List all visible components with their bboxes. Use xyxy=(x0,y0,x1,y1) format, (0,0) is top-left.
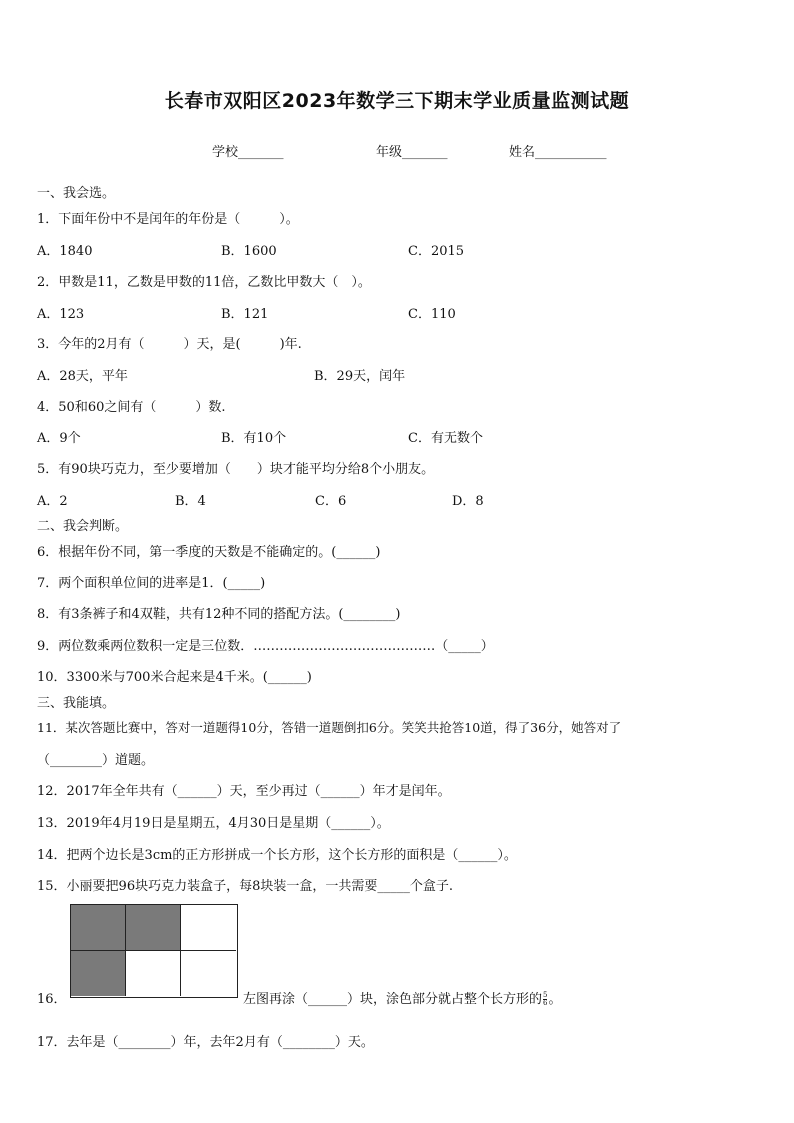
section-heading-judge: 二、我会判断。 xyxy=(37,519,129,534)
grid-cell xyxy=(71,905,126,951)
q4-option-a: A．9个 xyxy=(37,431,81,446)
q4-option-b: B．有10个 xyxy=(221,431,287,446)
question-11-line-2: （________）道题。 xyxy=(37,753,155,768)
q1-option-a: A．1840 xyxy=(37,244,93,259)
grade-field: 年级_______ xyxy=(376,145,448,160)
question-14: 14．把两个边长是3cm的正方形拼成一个长方形，这个长方形的面积是（______）。 xyxy=(37,848,517,863)
question-16-body: 左图再涂（______）块，涂色部分就占整个长方形的 xyxy=(243,992,543,1007)
q3-option-b: B．29天，闰年 xyxy=(314,369,406,384)
q5-option-d: D．8 xyxy=(452,494,484,509)
q1-option-c: C．2015 xyxy=(408,244,465,259)
question-16-text xyxy=(243,988,562,1007)
fraction-denominator: 6 xyxy=(543,999,548,1007)
q4-option-c: C．有无数个 xyxy=(408,431,483,446)
q5-option-a: A．2 xyxy=(37,494,68,509)
question-8: 8．有3条裤子和4双鞋，共有12种不同的搭配方法。(________) xyxy=(37,607,401,622)
name-field: 姓名___________ xyxy=(509,145,607,160)
grid-cell xyxy=(126,951,181,997)
q5-option-b: B．4 xyxy=(175,494,206,509)
question-15: 15．小丽要把96块巧克力装盒子，每8块装一盒，一共需要_____个盒子. xyxy=(37,879,453,894)
fraction-numerator: 5 xyxy=(543,991,548,999)
q3-option-a: A．28天，平年 xyxy=(37,369,128,384)
q2-option-b: B．121 xyxy=(221,307,269,322)
q2-option-c: C．110 xyxy=(408,307,456,322)
question-13: 13．2019年4月19日是星期五，4月30日是星期（______）。 xyxy=(37,816,390,831)
rectangle-grid-figure xyxy=(70,904,238,998)
grid-cell xyxy=(71,951,126,997)
grid-cell xyxy=(126,905,181,951)
question-1: 1．下面年份中不是闰年的年份是（ ）。 xyxy=(37,212,299,227)
section-heading-fill: 三、我能填。 xyxy=(37,696,116,711)
page-title: 长春市双阳区2023年数学三下期末学业质量监测试题 xyxy=(164,90,630,112)
question-9: 9．两位数乘两位数积一定是三位数．……………………………………（_____） xyxy=(37,639,494,654)
grid-cell xyxy=(181,951,236,997)
section-heading-choice: 一、我会选。 xyxy=(37,186,116,201)
question-3: 3．今年的2月有（ ）天，是( )年. xyxy=(37,337,302,352)
school-field: 学校_______ xyxy=(212,145,284,160)
grid-cell xyxy=(181,905,236,951)
question-4: 4．50和60之间有（ ）数. xyxy=(37,400,226,415)
q1-option-b: B．1600 xyxy=(221,244,277,259)
question-16-end: 。 xyxy=(548,992,562,1007)
q5-option-c: C．6 xyxy=(315,494,347,509)
question-5: 5．有90块巧克力，至少要增加（ ）块才能平均分给8个小朋友。 xyxy=(37,462,435,477)
q2-option-a: A．123 xyxy=(37,307,85,322)
question-16-number: 16． xyxy=(37,992,67,1007)
question-10: 10．3300米与700米合起来是4千米。(______) xyxy=(37,670,312,685)
question-7: 7．两个面积单位间的进率是1．(_____) xyxy=(37,576,266,591)
question-17: 17．去年是（________）年，去年2月有（________）天。 xyxy=(37,1035,374,1050)
question-2: 2．甲数是11，乙数是甲数的11倍，乙数比甲数大（ ）。 xyxy=(37,275,371,290)
question-12: 12．2017年全年共有（______）天，至少再过（______）年才是闰年。 xyxy=(37,784,451,799)
question-11-line-1: 11．某次答题比赛中，答对一道题得10分，答错一道题倒扣6分。笑笑共抢答10道，得了36分，她答对了 xyxy=(37,720,622,735)
fraction-five-sixths xyxy=(543,992,547,1007)
question-6: 6．根据年份不同，第一季度的天数是不能确定的。(______) xyxy=(37,545,381,560)
